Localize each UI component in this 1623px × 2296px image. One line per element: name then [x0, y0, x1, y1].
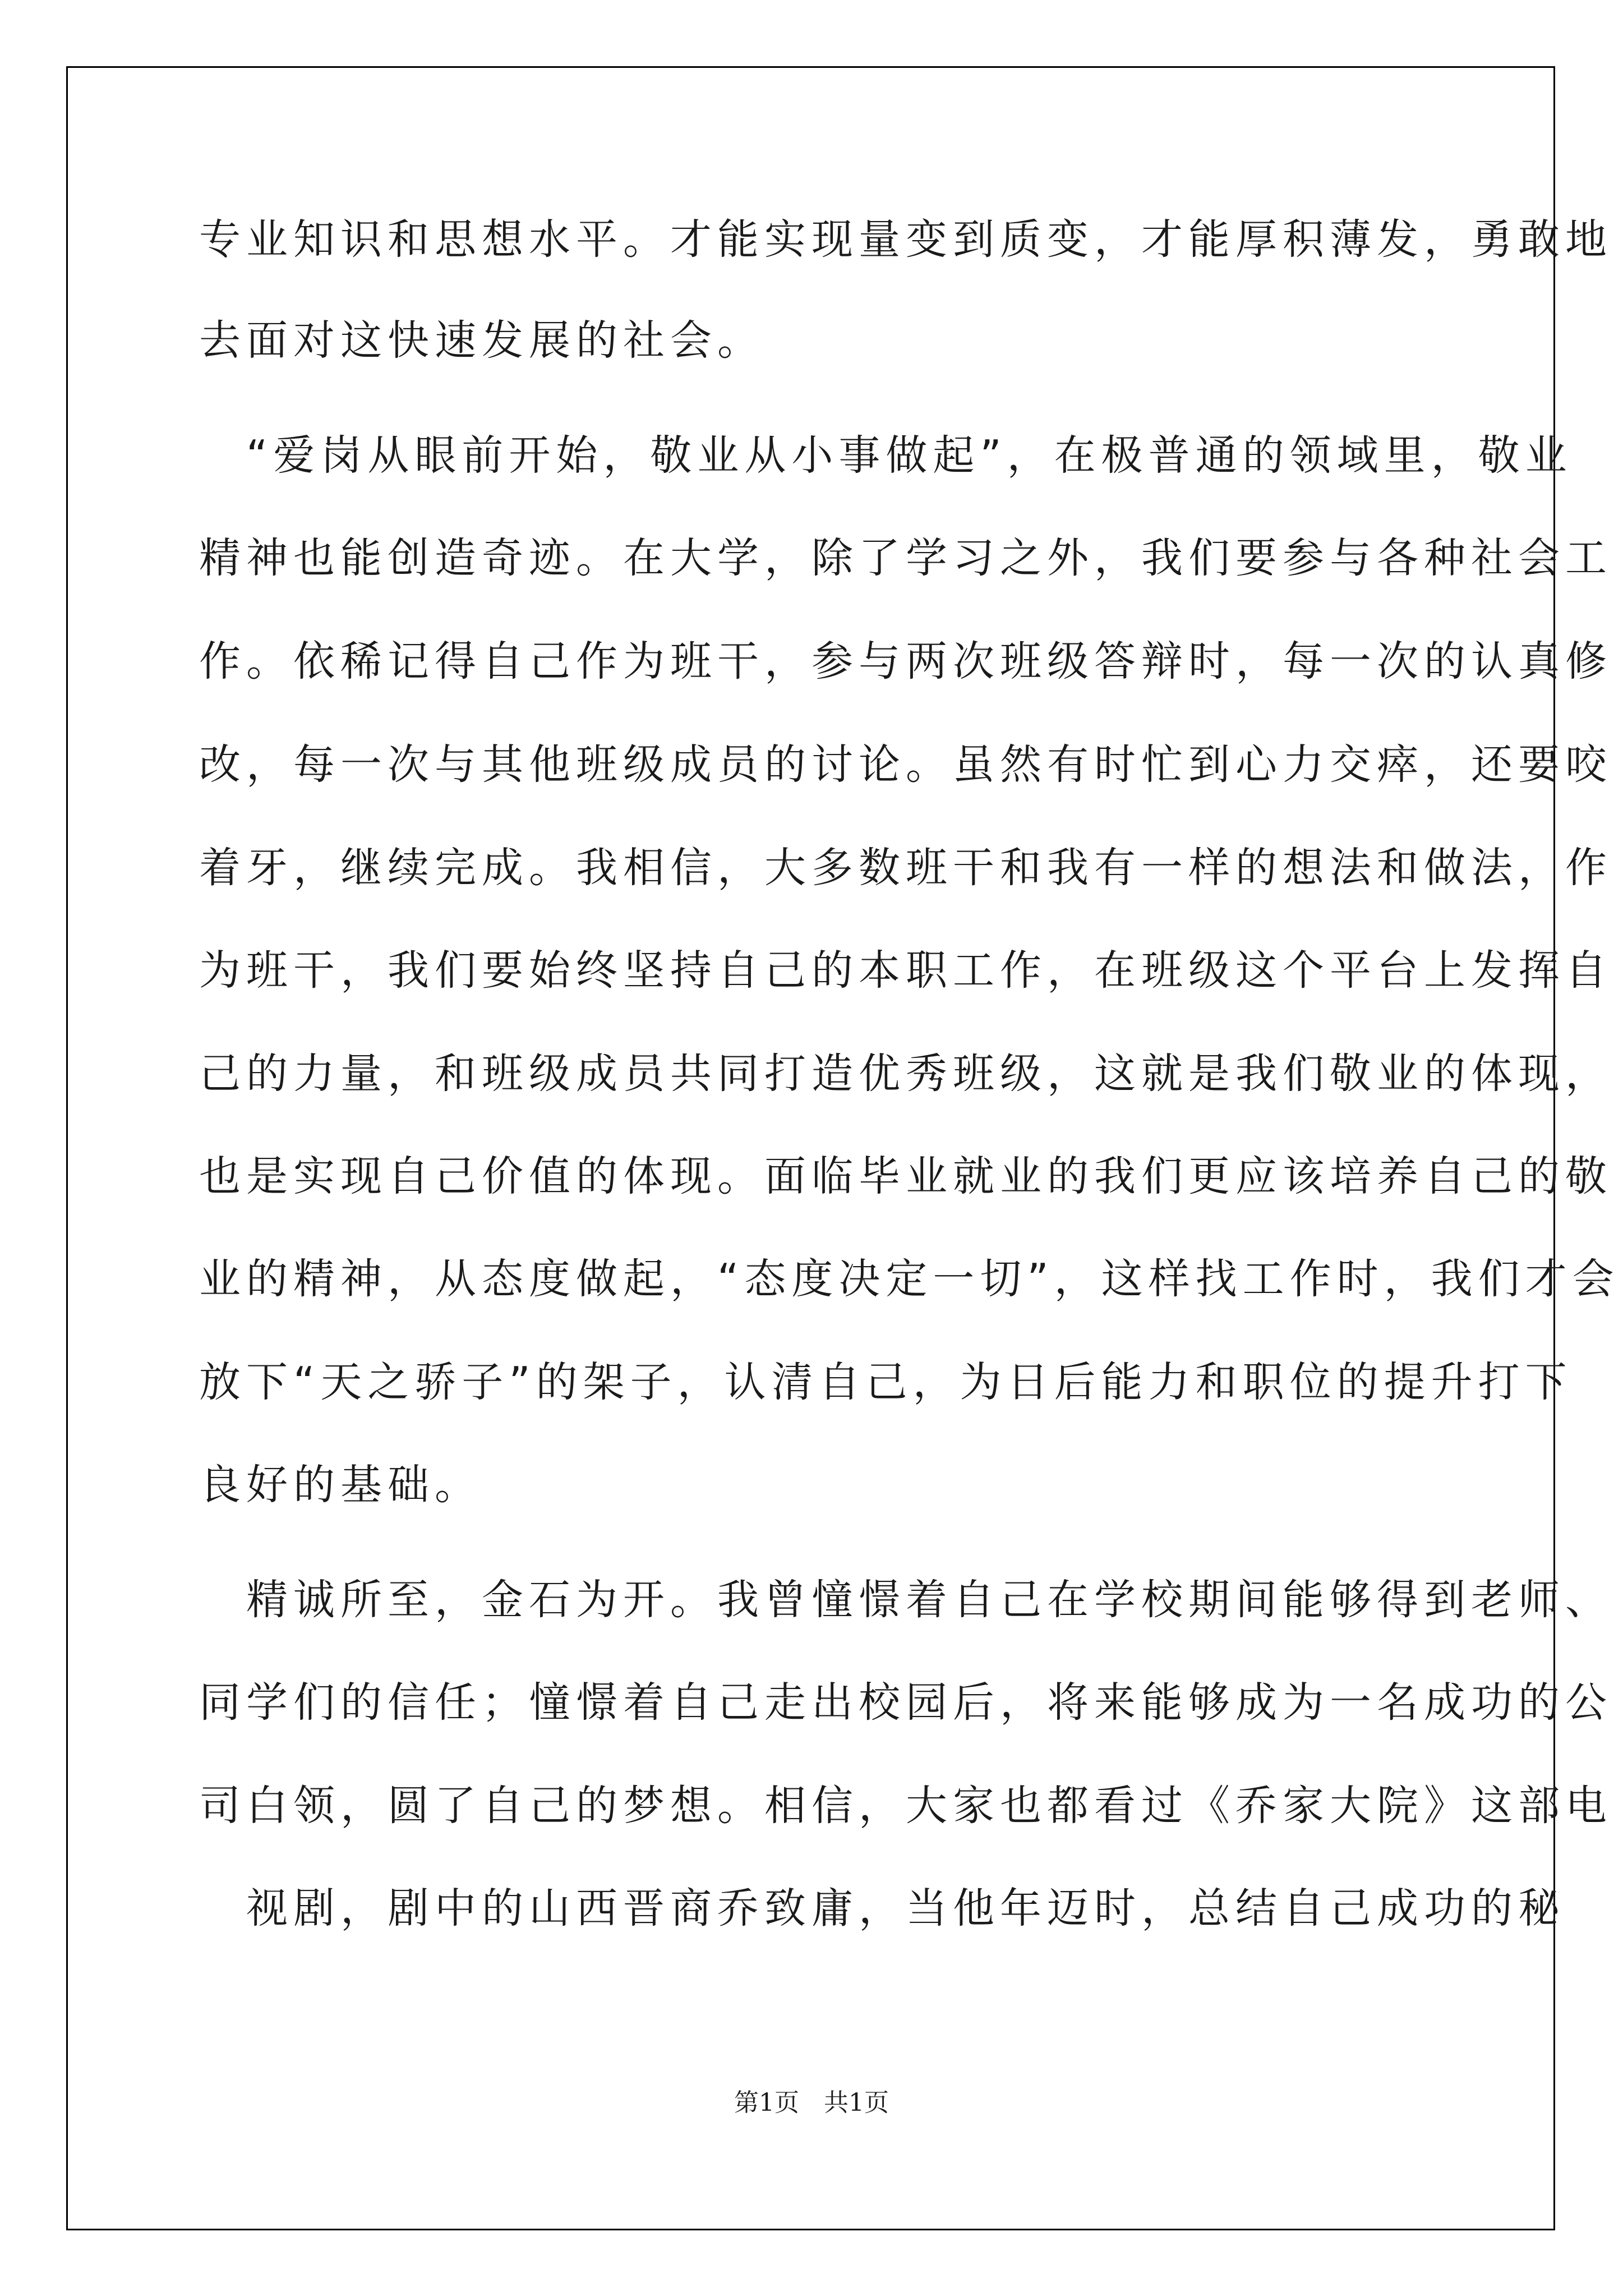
text-line: 司白领，圆了自己的梦想。相信，大家也都看过《乔家大院》这部电 — [199, 1782, 1612, 1830]
text-line: 作。依稀记得自己作为班干，参与两次班级答辩时，每一次的认真修 — [199, 637, 1612, 685]
text-line: 己的力量，和班级成员共同打造优秀班级，这就是我们敬业的体现， — [199, 1050, 1612, 1098]
text-line: 业的精神，从态度做起，“态度决定一切”，这样找工作时，我们才会 — [199, 1255, 1620, 1303]
text-line: 精诚所至，金石为开。我曾憧憬着自己在学校期间能够得到老师、 — [199, 1576, 1612, 1624]
text-line: 专业知识和思想水平。才能实现量变到质变，才能厚积薄发，勇敢地 — [199, 215, 1612, 264]
text-line: 也是实现自己价值的体现。面临毕业就业的我们更应该培养自己的敬 — [199, 1152, 1612, 1200]
text-line: 良好的基础。 — [199, 1461, 482, 1509]
text-line: 视剧，剧中的山西晋商乔致庸，当他年迈时，总结自己成功的秘 — [199, 1884, 1565, 1932]
text-line: 放下“天之骄子”的架子，认清自己，为日后能力和职位的提升打下 — [199, 1358, 1573, 1406]
text-line: 精神也能创造奇迹。在大学，除了学习之外，我们要参与各种社会工 — [199, 534, 1612, 582]
text-line: 改，每一次与其他班级成员的讨论。虽然有时忙到心力交瘁，还要咬 — [199, 740, 1612, 789]
text-line: 同学们的信任；憧憬着自己走出校园后，将来能够成为一名成功的公 — [199, 1678, 1612, 1727]
text-line: “爱岗从眼前开始，敬业从小事做起”，在极普通的领域里，敬业 — [199, 431, 1573, 480]
text-line: 去面对这快速发展的社会。 — [199, 316, 764, 365]
text-line: 为班干，我们要始终坚持自己的本职工作，在班级这个平台上发挥自 — [199, 946, 1612, 995]
page-footer: 第1页 共1页 — [734, 2088, 889, 2117]
text-line: 着牙，继续完成。我相信，大多数班干和我有一样的想法和做法，作 — [199, 844, 1612, 892]
